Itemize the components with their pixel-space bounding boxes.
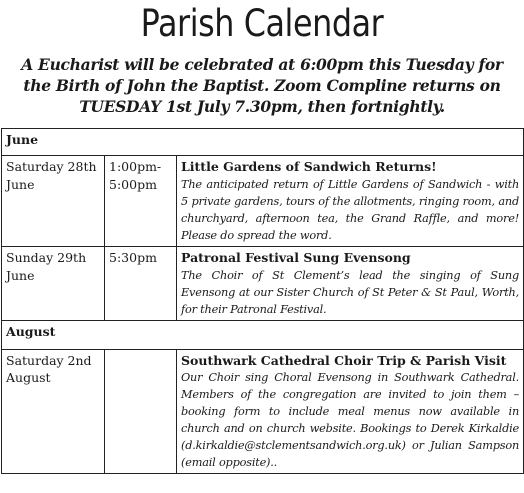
event-description: The anticipated return of Little Gardens of Sandwich - with 5 private gardens, tours of the allotments, ringing room, and churchyard, afternoon tea, the Grand Raffle, and more! Please do spread the word. — [181, 177, 520, 242]
event-description: Our Choir sing Choral Evensong in Southwark Cathedral. Members of the congregation are invited to join them – booking form to include meal menus now available in church and on church website. Bookings to Derek Kirkaldie (d.kirkaldie@stclementsandwich.org.uk) or Julian Sampson (email opposite).. — [181, 371, 520, 469]
month-name: August — [2, 320, 524, 349]
event-details — [177, 156, 524, 247]
event-title: Patronal Festival Sung Evensong — [181, 250, 411, 265]
event-date: Saturday 28th June — [2, 156, 105, 247]
event-date: Saturday 2nd August — [2, 349, 105, 474]
table-row — [2, 349, 524, 474]
event-details — [177, 349, 524, 474]
month-header-row — [2, 129, 524, 156]
event-date: Sunday 29th June — [2, 247, 105, 321]
notice-text: A Eucharist will be celebrated at 6:00pm this Tuesday for the Birth of John the Baptist. Zoom Compline returns on TUESDAY 1st July 7.30pm, then fortnightly. — [21, 55, 503, 116]
event-description: The Choir of St Clement’s lead the singing of Sung Evensong at our Sister Church of St Peter & St Paul, Worth, for their Patronal Festival. — [181, 268, 520, 316]
event-details — [177, 247, 524, 321]
month-header-row — [2, 320, 524, 349]
event-time: 5:30pm — [105, 247, 177, 321]
event-time — [105, 349, 177, 474]
event-time: 1:00pm-5:00pm — [105, 156, 177, 247]
table-row — [2, 247, 524, 321]
calendar-table — [1, 128, 524, 474]
page-title: Parish Calendar — [140, 2, 384, 45]
table-row — [2, 156, 524, 247]
event-title: Little Gardens of Sandwich Returns! — [181, 159, 437, 174]
event-title: Southwark Cathedral Choir Trip & Parish Visit — [181, 352, 507, 368]
month-name: June — [2, 129, 524, 156]
